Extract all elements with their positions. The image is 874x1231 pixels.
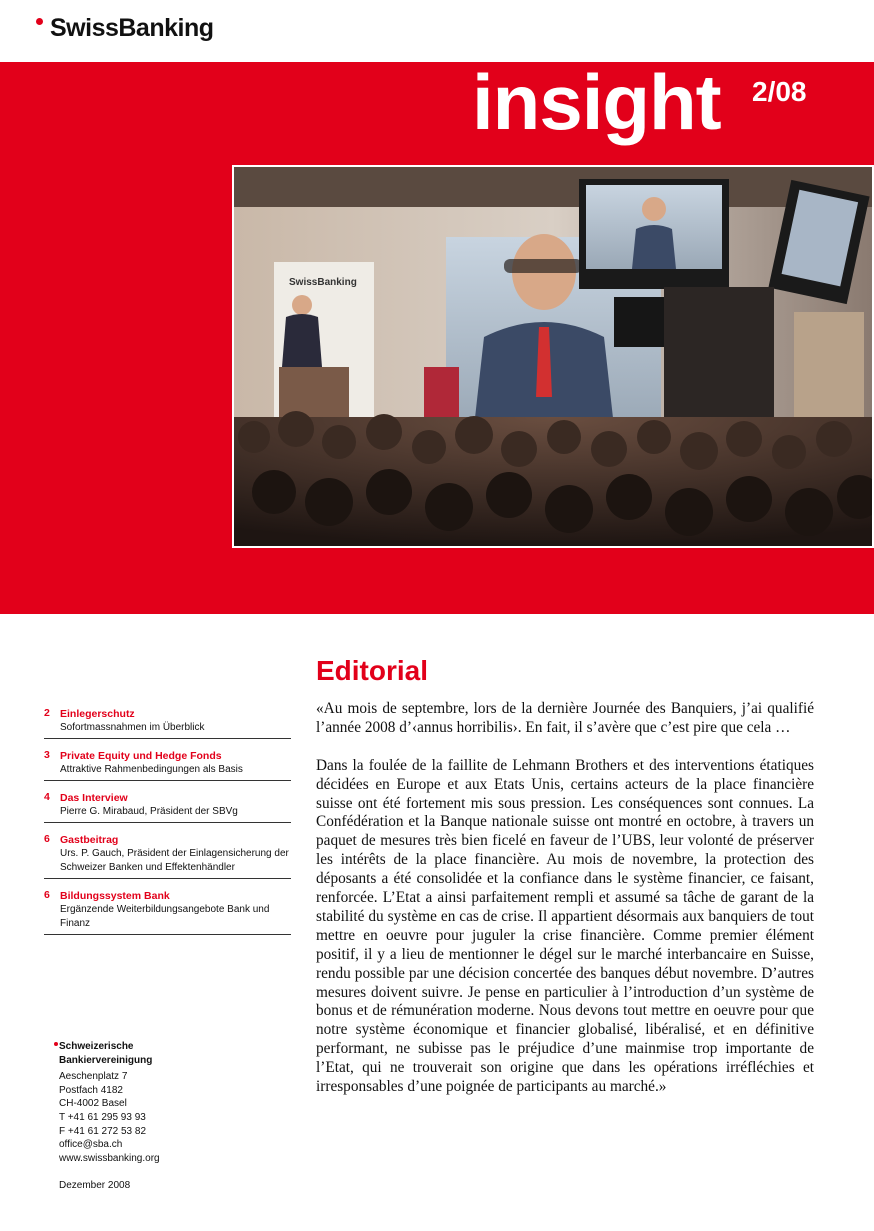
photo-illustration (234, 167, 872, 546)
fax: F +41 61 272 53 82 (59, 1125, 147, 1137)
toc-page-number: 2 (44, 707, 50, 719)
toc-page-number: 6 (44, 833, 50, 845)
org-name-line1: Schweizerische (59, 1041, 134, 1052)
editorial-paragraph: «Au mois de septembre, lors de la dernière Journée des Banquiers, j’ai qualifié l’année 2008 d’‹annus horribilis›. En fait, il s’avère que c’est pire que cela … (316, 700, 814, 736)
toc-item[interactable] (44, 789, 291, 823)
toc-page-number: 3 (44, 749, 50, 761)
toc-title: Gastbeitrag (60, 834, 119, 846)
city: CH-4002 Basel (59, 1098, 127, 1110)
toc-item[interactable] (44, 705, 291, 739)
swissbanking-logo (38, 14, 214, 43)
issue-number: 2/08 (752, 76, 807, 107)
toc-subtitle: Attraktive Rahmenbedingungen als Basis (60, 764, 243, 775)
toc-title: Das Interview (60, 792, 128, 804)
toc-title: Bildungssystem Bank (60, 890, 170, 902)
toc-title: Einlegerschutz (60, 708, 135, 720)
phone: T +41 61 295 93 93 (59, 1111, 146, 1123)
logo-text: SwissBanking (50, 14, 214, 42)
toc-page-number: 4 (44, 791, 50, 803)
table-of-contents (44, 705, 291, 943)
address-dot (54, 1042, 58, 1046)
toc-page-number: 6 (44, 889, 50, 901)
editorial-body (316, 700, 814, 1116)
editorial-paragraph: Dans la foulée de la faillite de Lehmann Brothers et des interventions étatiques décidées en Europe et aux Etats Unis, certains acteurs de la place financière suisse ont été fortement mis sous pression. Les conséquences sont connues. La Confédération et la Banque nationale suisse ont montré en octobre, à travers un paquet de mesures très bien ficelé en faveur de l’UBS, leur volonté de préserver les intérêts de la place financière. Au mois de novembre, la protection des déposants a été consolidée et la confiance dans le système financier, ce faisant, renforcée. L’Etat a ainsi parfaitement rempli et assumé sa tâche de garant de la stabilité du système en cas de crise. Il appartient désormais aux banquiers de tout mettre en oeuvre pour juguler la crise financière. Comme premier élément positif, il y a lieu de mentionner le dégel sur le marché interbancaire en Suisse, rendu possible par une décision concertée des banques début novembre. D’autres mesures doivent suivre. Je pense en particulier à l’introduction d’un système de bonus et de rémunération moderne. Nous devons tout mettre en oeuvre pour que notre système économique et financier globalisé, libéralisé, et en définitive performant, ne subisse pas le préjudice d’une mainmise trop importante de l’Etat, qui ne trouverait son origine que dans les opérations irréfléchies et irresponsables d’une poignée de participants au marché.» (316, 756, 814, 1096)
conference-photo (232, 165, 874, 548)
editorial-heading: Editorial (316, 655, 429, 686)
photo-banner-text: SwissBanking (289, 277, 357, 288)
toc-item[interactable] (44, 887, 291, 935)
toc-subtitle: Sofortmassnahmen im Überblick (60, 722, 205, 733)
magazine-title: insight (472, 58, 721, 146)
toc-item[interactable] (44, 831, 291, 879)
toc-item[interactable] (44, 747, 291, 781)
contact-address (59, 1040, 160, 1193)
org-name-line2: Bankiervereinigung (59, 1054, 153, 1066)
toc-title: Private Equity und Hedge Fonds (60, 750, 222, 762)
email-link[interactable]: office@sba.ch (59, 1139, 123, 1151)
logo-dot (36, 18, 43, 25)
website-link[interactable]: www.swissbanking.org (59, 1152, 160, 1164)
street: Aeschenplatz 7 (59, 1071, 128, 1083)
issue-date: Dezember 2008 (59, 1180, 131, 1192)
postbox: Postfach 4182 (59, 1084, 123, 1096)
toc-subtitle: Ergänzende Weiterbildungsangebote Bank und Finanz (60, 904, 270, 929)
toc-subtitle: Urs. P. Gauch, Präsident der Einlagensicherung der Schweizer Banken und Effektenhändler (60, 848, 289, 873)
toc-subtitle: Pierre G. Mirabaud, Präsident der SBVg (60, 806, 238, 817)
